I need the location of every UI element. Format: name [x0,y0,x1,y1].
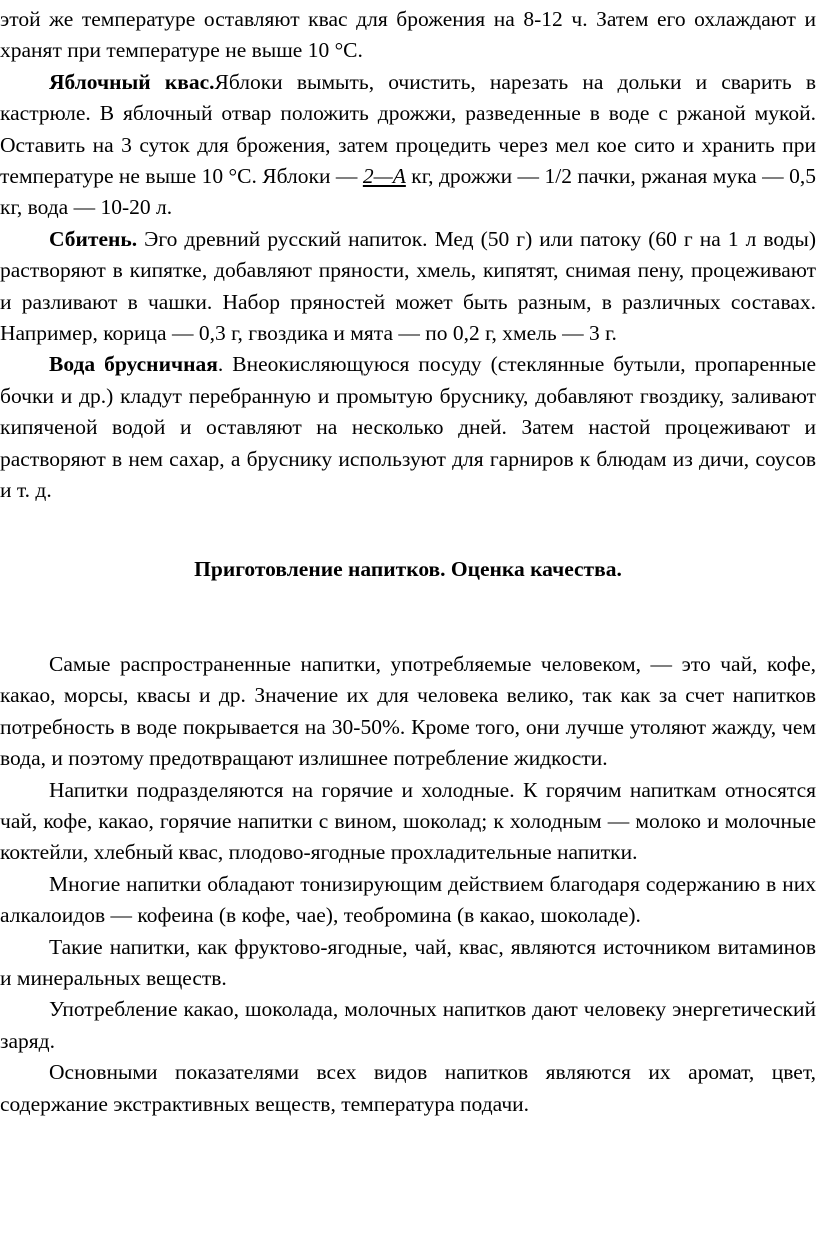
apple-kvass-underlined-value: 2—А [362,164,406,189]
spacer [0,585,816,649]
sbiten-text: Эго древний русский напиток. Мед (50 г) или патоку (60 г на 1 л воды) растворяют в кипятке, добавляют пряности, хмель, кипятят, снимая пену, процеживают и разливают в чашки. Набор пряностей может быть разным, в различных составах. Например, корица — 0,3 г, гвоздика и мята — по 0,2 г, хмель — 3 г. [0,226,816,346]
lingonberry-water-title: Вода брусничная [49,352,218,377]
paragraph-sbiten [0,224,816,350]
apple-kvass-text-a: Яблоки вымыть, очистить, нарезать на дольки и сварить в кастрюле. В яблочный отвар положить дрожжи, разведенные в воде с ржаной мукой. Оставить на 3 суток для брожения, затем процедить через мел кое сито и хранить при температуре не выше 10 °С. Яблоки — [0,69,816,189]
sbiten-title: Сбитень. [49,226,138,251]
paragraph-apple-kvass [0,67,816,224]
section-paragraph: Многие напитки обладают тонизирующим действием благодаря содержанию в них алкалоидов — кофеина (в кофе, чае), теобромина (в какао, шоколаде). [0,871,816,928]
section-paragraph: Самые распространенные напитки, употребляемые человеком, — это чай, кофе, какао, морсы, квасы и др. Значение их для человека велико, так как за счет напитков потребность в воде покрывается на 30-50%. Кроме того, они лучше утоляют жажду, чем вода, и поэтому предотвращают излишнее потребление жидкости. [0,651,816,771]
lingonberry-water-text: . Внеокисляющуюся посуду (стеклянные бутыли, пропаренные бочки и др.) кладут перебранную и промытую бруснику, добавляют гвоздику, заливают кипяченой водой и оставляют на несколько дней. Затем настой процеживают и растворяют в нем сахар, а бруснику используют для гарниров к блюдам из дичи, соусов и т. д. [0,352,816,503]
apple-kvass-text-b: кг, дрожжи — 1/2 пачки, ржаная мука — 0,5 кг, вода — 10-20 л. [0,164,816,220]
section-paragraph: Напитки подразделяются на горячие и холодные. К горячим напиткам относятся чай, кофе, какао, горячие напитки с вином, шоколад; к холодным — молоко и молочные коктейли, хлебный квас, плодово-ягодные прохладительные напитки. [0,777,816,865]
section-paragraph: Употребление какао, шоколада, молочных напитков дают человеку энергетический заряд. [0,997,816,1053]
section-paragraph: Такие напитки, как фруктово-ягодные, чай, квас, являются источником витаминов и минеральных веществ. [0,934,816,990]
section-paragraph: Основными показателями всех видов напитков являются их аромат, цвет, содержание экстрактивных веществ, температура подачи. [0,1060,816,1116]
apple-kvass-title: Яблочный квас. [49,69,215,94]
paragraph-kvass-continuation: этой же температуре оставляют квас для брожения на 8-12 ч. Затем его охлаждают и хранят при температуре не выше 10 °С. [0,7,816,63]
spacer [0,507,816,554]
paragraph-lingonberry-water [0,349,816,506]
section-heading: Приготовление напитков. Оценка качества. [194,556,622,581]
